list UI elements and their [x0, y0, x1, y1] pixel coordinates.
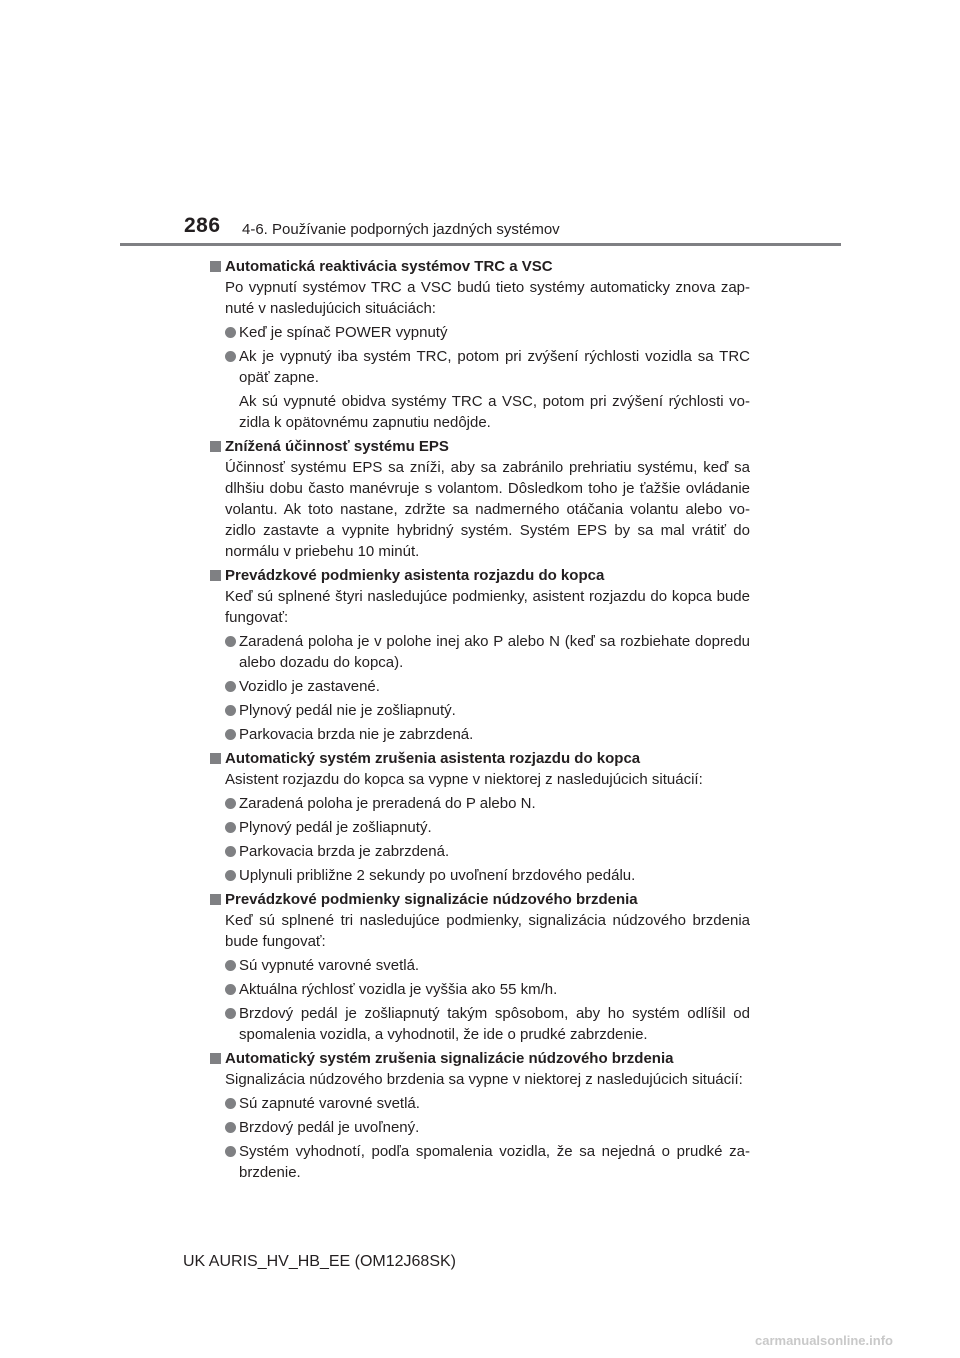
- list-item-text: Vozidlo je zastavené.: [239, 678, 380, 695]
- list-item: [210, 1093, 750, 1114]
- circle-bullet-icon: [225, 1098, 236, 1109]
- page-number: 286: [184, 214, 221, 237]
- circle-bullet-icon: [225, 681, 236, 692]
- section-heading-text: Automatický systém zrušenia asistenta rozjazdu do kopca: [225, 750, 641, 767]
- square-bullet-icon: [210, 1053, 221, 1064]
- section-intro: Asistent rozjazdu do kopca sa vypne v niektorej z nasledujúcich situácií:: [225, 771, 703, 788]
- section-heading-text: Automatická reaktivácia systémov TRC a VSC: [225, 258, 553, 275]
- list-item-text: Zaradená poloha je v polohe inej ako P alebo N (keď sa rozbiehate dopredu alebo dozadu do kopca).: [239, 633, 750, 671]
- section-heading: [210, 256, 750, 277]
- list-item: [210, 979, 750, 1000]
- list-item: [210, 1003, 750, 1045]
- circle-bullet-icon: [225, 729, 236, 740]
- list-item-text: Parkovacia brzda je zabrzdená.: [239, 843, 450, 860]
- section-heading: [210, 889, 750, 910]
- list-item-text: Ak je vypnutý iba systém TRC, potom pri zvýšení rýchlosti vozidla sa TRC opäť zapne.: [239, 348, 750, 386]
- header-rule: [120, 243, 841, 246]
- page-content: [210, 253, 750, 1183]
- list-item-text: Systém vyhodnotí, podľa spomalenia vozidla, že sa nejedná o prudké za-brzdenie.: [239, 1143, 750, 1181]
- circle-bullet-icon: [225, 636, 236, 647]
- list-item-text: Brzdový pedál je uvoľnený.: [239, 1119, 420, 1136]
- list-item: [210, 1117, 750, 1138]
- section-heading-text: Automatický systém zrušenia signalizácie núdzového brzdenia: [225, 1050, 674, 1067]
- circle-bullet-icon: [225, 984, 236, 995]
- section-intro: Signalizácia núdzového brzdenia sa vypne v niektorej z nasledujúcich situácií:: [225, 1071, 743, 1088]
- circle-bullet-icon: [225, 960, 236, 971]
- circle-bullet-icon: [225, 822, 236, 833]
- list-item-text: Plynový pedál je zošliapnutý.: [239, 819, 432, 836]
- list-item-text: Parkovacia brzda nie je zabrzdená.: [239, 726, 474, 743]
- circle-bullet-icon: [225, 327, 236, 338]
- watermark: carmanualsonline.info: [755, 1333, 893, 1348]
- list-item-note: Ak sú vypnuté obidva systémy TRC a VSC, potom pri zvýšení rýchlosti vo-zidla k opätovnému zapnutiu nedôjde.: [239, 393, 750, 431]
- section-title: 4-6. Používanie podporných jazdných systémov: [242, 221, 560, 238]
- square-bullet-icon: [210, 753, 221, 764]
- list-item: [210, 955, 750, 976]
- section-heading: [210, 1048, 750, 1069]
- list-item: [210, 631, 750, 673]
- circle-bullet-icon: [225, 846, 236, 857]
- section-intro: Účinnosť systému EPS sa zníži, aby sa zabránilo prehriatiu systému, keď sa dlhšiu dobu často manévruje s volantom. Dôsledkom toho je ťažšie ovládanie volantu. Ak toto nastane, zdržte sa nadmerného otáčania volantu alebo vo-zidlo zastavte a vypnite hybridný systém. Systém EPS by sa mal vrátiť do normálu v priebehu 10 minút.: [225, 459, 750, 560]
- list-item-text: Sú vypnuté varovné svetlá.: [239, 957, 420, 974]
- section-heading-text: Prevádzkové podmienky asistenta rozjazdu do kopca: [225, 567, 605, 584]
- list-item: [210, 817, 750, 838]
- square-bullet-icon: [210, 441, 221, 452]
- section-intro: Keď sú splnené tri nasledujúce podmienky, signalizácia núdzového brzdenia bude fungovať:: [225, 912, 750, 950]
- section-heading: [210, 748, 750, 769]
- list-item: [210, 700, 750, 721]
- list-item-text: Sú zapnuté varovné svetlá.: [239, 1095, 420, 1112]
- circle-bullet-icon: [225, 798, 236, 809]
- circle-bullet-icon: [225, 351, 236, 362]
- page-header: [0, 0, 960, 250]
- circle-bullet-icon: [225, 1122, 236, 1133]
- section-heading: [210, 436, 750, 457]
- document-code: UK AURIS_HV_HB_EE (OM12J68SK): [183, 1253, 456, 1270]
- circle-bullet-icon: [225, 705, 236, 716]
- list-item: [210, 865, 750, 886]
- list-item: [210, 322, 750, 343]
- list-item: [210, 1141, 750, 1183]
- list-item-text: Brzdový pedál je zošliapnutý takým spôsobom, aby ho systém odlíšil od spomalenia vozidla, a vyhodnotil, že ide o prudké zabrzdenie.: [239, 1005, 750, 1043]
- section-heading-text: Prevádzkové podmienky signalizácie núdzového brzdenia: [225, 891, 638, 908]
- square-bullet-icon: [210, 570, 221, 581]
- list-item-text: Plynový pedál nie je zošliapnutý.: [239, 702, 456, 719]
- list-item-text: Aktuálna rýchlosť vozidla je vyššia ako 55 km/h.: [239, 981, 558, 998]
- list-item-text: Zaradená poloha je preradená do P alebo N.: [239, 795, 536, 812]
- section-heading: [210, 565, 750, 586]
- section-intro: Po vypnutí systémov TRC a VSC budú tieto systémy automaticky znova zap-nuté v nasledujúcich situáciách:: [225, 279, 750, 317]
- circle-bullet-icon: [225, 1008, 236, 1019]
- list-item: [210, 676, 750, 697]
- list-item-text: Uplynuli približne 2 sekundy po uvoľnení brzdového pedálu.: [239, 867, 636, 884]
- list-item-text: Keď je spínač POWER vypnutý: [239, 324, 448, 341]
- section-intro: Keď sú splnené štyri nasledujúce podmienky, asistent rozjazdu do kopca bude fungovať:: [225, 588, 750, 626]
- circle-bullet-icon: [225, 870, 236, 881]
- circle-bullet-icon: [225, 1146, 236, 1157]
- list-item: [210, 724, 750, 745]
- square-bullet-icon: [210, 894, 221, 905]
- section-heading-text: Znížená účinnosť systému EPS: [225, 438, 449, 455]
- list-item: [210, 793, 750, 814]
- list-item: [210, 346, 750, 388]
- square-bullet-icon: [210, 261, 221, 272]
- list-item: [210, 841, 750, 862]
